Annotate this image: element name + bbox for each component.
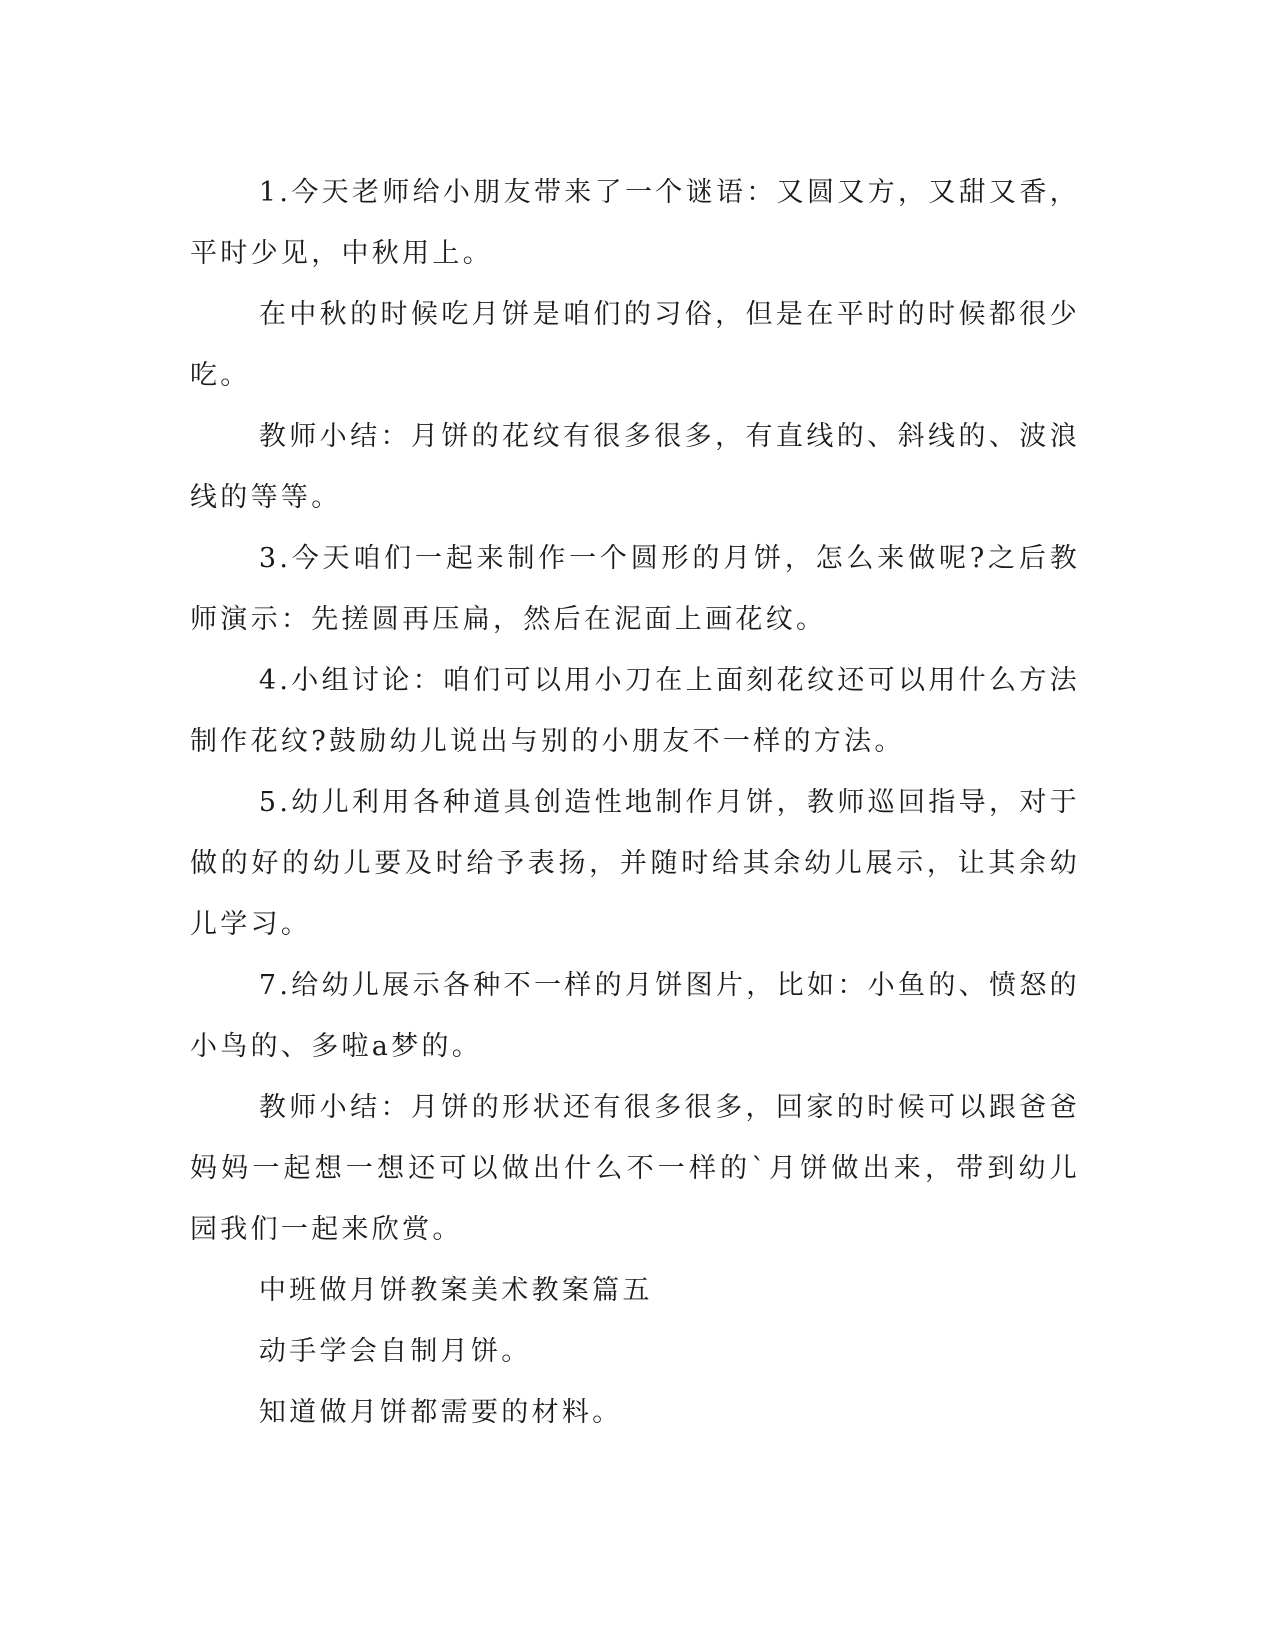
paragraph-step-4: 4.小组讨论：咱们可以用小刀在上面刻花纹还可以用什么方法制作花纹?鼓励幼儿说出与别的小朋友不一样的方法。	[190, 665, 1080, 757]
paragraph-custom: 在中秋的时候吃月饼是咱们的习俗，但是在平时的时候都很少吃。	[190, 299, 1080, 391]
section-heading: 中班做月饼教案美术教案篇五	[258, 1275, 653, 1306]
document-body	[190, 162, 1080, 1443]
paragraph-step-7: 7.给幼儿展示各种不一样的月饼图片，比如：小鱼的、愤怒的小鸟的、多啦a梦的。	[190, 970, 1080, 1062]
paragraph-goal-1: 动手学会自制月饼。	[258, 1336, 532, 1367]
paragraph-riddle: 1.今天老师给小朋友带来了一个谜语：又圆又方，又甜又香，平时少见，中秋用上。	[190, 177, 1080, 269]
paragraph-goal-2: 知道做月饼都需要的材料。	[258, 1397, 623, 1428]
paragraph-step-5: 5.幼儿利用各种道具创造性地制作月饼，教师巡回指导，对于做的好的幼儿要及时给予表扬，并随时给其余幼儿展示，让其余幼儿学习。	[190, 787, 1080, 940]
paragraph-summary-patterns: 教师小结：月饼的花纹有很多很多，有直线的、斜线的、波浪线的等等。	[190, 421, 1080, 513]
paragraph-summary-shapes: 教师小结：月饼的形状还有很多很多，回家的时候可以跟爸爸妈妈一起想一想还可以做出什么不一样的`月饼做出来，带到幼儿园我们一起来欣赏。	[190, 1092, 1080, 1245]
paragraph-step-3: 3.今天咱们一起来制作一个圆形的月饼，怎么来做呢?之后教师演示：先搓圆再压扁，然后在泥面上画花纹。	[190, 543, 1080, 635]
